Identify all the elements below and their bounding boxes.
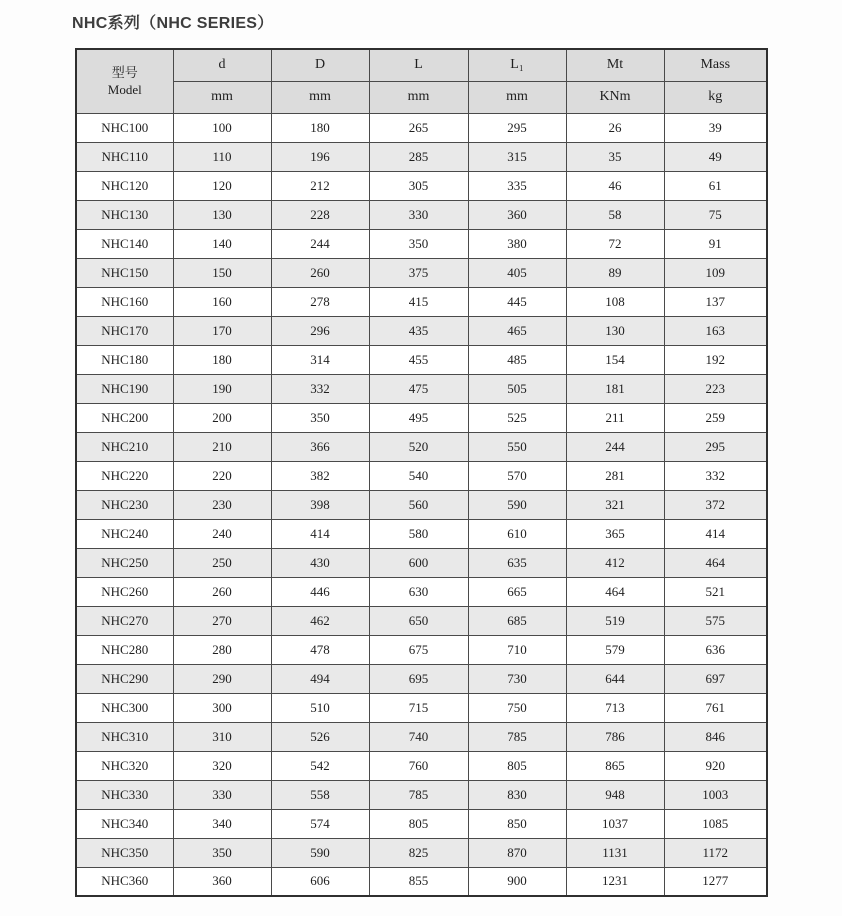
value-cell: 850 (468, 809, 566, 838)
value-cell: 1131 (566, 838, 664, 867)
unit-header-D: mm (271, 81, 369, 113)
value-cell: 786 (566, 722, 664, 751)
table-row (76, 519, 767, 548)
value-cell: 350 (173, 838, 271, 867)
model-cell: NHC100 (76, 113, 173, 142)
value-cell: 846 (664, 722, 767, 751)
value-cell: 526 (271, 722, 369, 751)
model-cell: NHC330 (76, 780, 173, 809)
value-cell: 1231 (566, 867, 664, 896)
table-row (76, 287, 767, 316)
model-cell: NHC130 (76, 200, 173, 229)
value-cell: 89 (566, 258, 664, 287)
model-cell: NHC300 (76, 693, 173, 722)
value-cell: 340 (173, 809, 271, 838)
table-row (76, 635, 767, 664)
value-cell: 140 (173, 229, 271, 258)
value-cell: 665 (468, 577, 566, 606)
value-cell: 412 (566, 548, 664, 577)
value-cell: 590 (468, 490, 566, 519)
value-cell: 462 (271, 606, 369, 635)
model-cell: NHC200 (76, 403, 173, 432)
value-cell: 650 (369, 606, 468, 635)
value-cell: 154 (566, 345, 664, 374)
unit-header-L1: mm (468, 81, 566, 113)
value-cell: 675 (369, 635, 468, 664)
value-cell: 372 (664, 490, 767, 519)
value-cell: 100 (173, 113, 271, 142)
value-cell: 574 (271, 809, 369, 838)
value-cell: 870 (468, 838, 566, 867)
value-cell: 212 (271, 171, 369, 200)
table-row (76, 664, 767, 693)
value-cell: 230 (173, 490, 271, 519)
value-cell: 761 (664, 693, 767, 722)
table-row (76, 113, 767, 142)
value-cell: 485 (468, 345, 566, 374)
value-cell: 26 (566, 113, 664, 142)
value-cell: 280 (173, 635, 271, 664)
table-header (76, 49, 767, 113)
model-cell: NHC210 (76, 432, 173, 461)
header-row-names (76, 49, 767, 81)
value-cell: 805 (369, 809, 468, 838)
model-cell: NHC240 (76, 519, 173, 548)
model-cell: NHC160 (76, 287, 173, 316)
value-cell: 110 (173, 142, 271, 171)
value-cell: 495 (369, 403, 468, 432)
table-row (76, 258, 767, 287)
value-cell: 520 (369, 432, 468, 461)
model-cell: NHC340 (76, 809, 173, 838)
model-cell: NHC140 (76, 229, 173, 258)
value-cell: 580 (369, 519, 468, 548)
value-cell: 414 (664, 519, 767, 548)
unit-header-L: mm (369, 81, 468, 113)
value-cell: 360 (173, 867, 271, 896)
value-cell: 445 (468, 287, 566, 316)
value-cell: 695 (369, 664, 468, 693)
value-cell: 192 (664, 345, 767, 374)
value-cell: 446 (271, 577, 369, 606)
value-cell: 464 (566, 577, 664, 606)
value-cell: 91 (664, 229, 767, 258)
value-cell: 310 (173, 722, 271, 751)
value-cell: 260 (173, 577, 271, 606)
column-header-D: D (271, 49, 369, 81)
value-cell: 710 (468, 635, 566, 664)
table-row (76, 780, 767, 809)
value-cell: 382 (271, 461, 369, 490)
value-cell: 46 (566, 171, 664, 200)
value-cell: 160 (173, 287, 271, 316)
value-cell: 600 (369, 548, 468, 577)
value-cell: 713 (566, 693, 664, 722)
value-cell: 290 (173, 664, 271, 693)
value-cell: 228 (271, 200, 369, 229)
table-row (76, 577, 767, 606)
value-cell: 109 (664, 258, 767, 287)
value-cell: 58 (566, 200, 664, 229)
value-cell: 137 (664, 287, 767, 316)
value-cell: 366 (271, 432, 369, 461)
value-cell: 1172 (664, 838, 767, 867)
value-cell: 259 (664, 403, 767, 432)
value-cell: 590 (271, 838, 369, 867)
model-cell: NHC290 (76, 664, 173, 693)
table-row (76, 171, 767, 200)
value-cell: 296 (271, 316, 369, 345)
table-row (76, 809, 767, 838)
value-cell: 494 (271, 664, 369, 693)
value-cell: 61 (664, 171, 767, 200)
nhc-series-spec-table (75, 48, 768, 897)
value-cell: 350 (271, 403, 369, 432)
value-cell: 415 (369, 287, 468, 316)
value-cell: 475 (369, 374, 468, 403)
value-cell: 305 (369, 171, 468, 200)
value-cell: 740 (369, 722, 468, 751)
value-cell: 75 (664, 200, 767, 229)
table-row (76, 374, 767, 403)
value-cell: 560 (369, 490, 468, 519)
value-cell: 335 (468, 171, 566, 200)
value-cell: 1003 (664, 780, 767, 809)
model-cell: NHC220 (76, 461, 173, 490)
value-cell: 244 (271, 229, 369, 258)
model-header-en: Model (107, 82, 142, 98)
value-cell: 108 (566, 287, 664, 316)
value-cell: 250 (173, 548, 271, 577)
model-cell: NHC250 (76, 548, 173, 577)
value-cell: 360 (468, 200, 566, 229)
table-body (76, 113, 767, 896)
value-cell: 558 (271, 780, 369, 809)
model-cell: NHC230 (76, 490, 173, 519)
table-row (76, 548, 767, 577)
value-cell: 163 (664, 316, 767, 345)
header-row-units (76, 81, 767, 113)
value-cell: 240 (173, 519, 271, 548)
table-row (76, 751, 767, 780)
value-cell: 220 (173, 461, 271, 490)
model-cell: NHC120 (76, 171, 173, 200)
value-cell: 320 (173, 751, 271, 780)
model-cell: NHC350 (76, 838, 173, 867)
value-cell: 260 (271, 258, 369, 287)
value-cell: 685 (468, 606, 566, 635)
table-row (76, 142, 767, 171)
value-cell: 465 (468, 316, 566, 345)
table-row (76, 606, 767, 635)
value-cell: 825 (369, 838, 468, 867)
value-cell: 120 (173, 171, 271, 200)
table-row (76, 403, 767, 432)
value-cell: 295 (664, 432, 767, 461)
value-cell: 244 (566, 432, 664, 461)
value-cell: 330 (173, 780, 271, 809)
value-cell: 365 (566, 519, 664, 548)
value-cell: 181 (566, 374, 664, 403)
model-header-cn: 型号 (111, 64, 138, 80)
value-cell: 830 (468, 780, 566, 809)
value-cell: 211 (566, 403, 664, 432)
value-cell: 760 (369, 751, 468, 780)
value-cell: 315 (468, 142, 566, 171)
value-cell: 414 (271, 519, 369, 548)
value-cell: 900 (468, 867, 566, 896)
column-header-d: d (173, 49, 271, 81)
table-row (76, 490, 767, 519)
value-cell: 314 (271, 345, 369, 374)
value-cell: 265 (369, 113, 468, 142)
value-cell: 697 (664, 664, 767, 693)
value-cell: 635 (468, 548, 566, 577)
value-cell: 405 (468, 258, 566, 287)
value-cell: 636 (664, 635, 767, 664)
value-cell: 455 (369, 345, 468, 374)
value-cell: 750 (468, 693, 566, 722)
value-cell: 196 (271, 142, 369, 171)
model-cell: NHC360 (76, 867, 173, 896)
value-cell: 130 (173, 200, 271, 229)
value-cell: 295 (468, 113, 566, 142)
value-cell: 49 (664, 142, 767, 171)
table-row (76, 432, 767, 461)
value-cell: 332 (664, 461, 767, 490)
value-cell: 610 (468, 519, 566, 548)
value-cell: 948 (566, 780, 664, 809)
table-row (76, 838, 767, 867)
table-row (76, 229, 767, 258)
value-cell: 398 (271, 490, 369, 519)
value-cell: 170 (173, 316, 271, 345)
value-cell: 223 (664, 374, 767, 403)
value-cell: 579 (566, 635, 664, 664)
table-row (76, 345, 767, 374)
table-row (76, 461, 767, 490)
value-cell: 570 (468, 461, 566, 490)
value-cell: 180 (173, 345, 271, 374)
value-cell: 200 (173, 403, 271, 432)
value-cell: 521 (664, 577, 767, 606)
column-header-Mt: Mt (566, 49, 664, 81)
value-cell: 300 (173, 693, 271, 722)
value-cell: 380 (468, 229, 566, 258)
value-cell: 210 (173, 432, 271, 461)
value-cell: 430 (271, 548, 369, 577)
table-row (76, 316, 767, 345)
value-cell: 350 (369, 229, 468, 258)
page-title: NHC系列（NHC SERIES） (72, 15, 274, 32)
value-cell: 435 (369, 316, 468, 345)
model-cell: NHC280 (76, 635, 173, 664)
unit-header-d: mm (173, 81, 271, 113)
model-cell: NHC170 (76, 316, 173, 345)
value-cell: 130 (566, 316, 664, 345)
model-cell: NHC190 (76, 374, 173, 403)
value-cell: 270 (173, 606, 271, 635)
value-cell: 865 (566, 751, 664, 780)
value-cell: 542 (271, 751, 369, 780)
value-cell: 375 (369, 258, 468, 287)
model-cell: NHC320 (76, 751, 173, 780)
value-cell: 525 (468, 403, 566, 432)
value-cell: 606 (271, 867, 369, 896)
value-cell: 785 (369, 780, 468, 809)
value-cell: 519 (566, 606, 664, 635)
value-cell: 575 (664, 606, 767, 635)
model-column-header (76, 49, 173, 113)
value-cell: 321 (566, 490, 664, 519)
value-cell: 180 (271, 113, 369, 142)
value-cell: 785 (468, 722, 566, 751)
model-cell: NHC110 (76, 142, 173, 171)
table-row (76, 867, 767, 896)
value-cell: 505 (468, 374, 566, 403)
value-cell: 550 (468, 432, 566, 461)
model-cell: NHC310 (76, 722, 173, 751)
value-cell: 39 (664, 113, 767, 142)
unit-header-Mt: KNm (566, 81, 664, 113)
model-cell: NHC180 (76, 345, 173, 374)
value-cell: 478 (271, 635, 369, 664)
value-cell: 630 (369, 577, 468, 606)
value-cell: 35 (566, 142, 664, 171)
model-cell: NHC150 (76, 258, 173, 287)
value-cell: 1037 (566, 809, 664, 838)
value-cell: 285 (369, 142, 468, 171)
value-cell: 644 (566, 664, 664, 693)
table-row (76, 722, 767, 751)
value-cell: 281 (566, 461, 664, 490)
value-cell: 730 (468, 664, 566, 693)
value-cell: 1085 (664, 809, 767, 838)
value-cell: 540 (369, 461, 468, 490)
model-cell: NHC260 (76, 577, 173, 606)
value-cell: 464 (664, 548, 767, 577)
value-cell: 330 (369, 200, 468, 229)
value-cell: 715 (369, 693, 468, 722)
value-cell: 510 (271, 693, 369, 722)
value-cell: 150 (173, 258, 271, 287)
table-row (76, 693, 767, 722)
value-cell: 332 (271, 374, 369, 403)
column-header-L1: L₁ (468, 49, 566, 81)
value-cell: 190 (173, 374, 271, 403)
value-cell: 805 (468, 751, 566, 780)
value-cell: 855 (369, 867, 468, 896)
value-cell: 1277 (664, 867, 767, 896)
model-cell: NHC270 (76, 606, 173, 635)
column-header-Mass: Mass (664, 49, 767, 81)
column-header-L: L (369, 49, 468, 81)
value-cell: 72 (566, 229, 664, 258)
value-cell: 920 (664, 751, 767, 780)
unit-header-Mass: kg (664, 81, 767, 113)
table-row (76, 200, 767, 229)
value-cell: 278 (271, 287, 369, 316)
